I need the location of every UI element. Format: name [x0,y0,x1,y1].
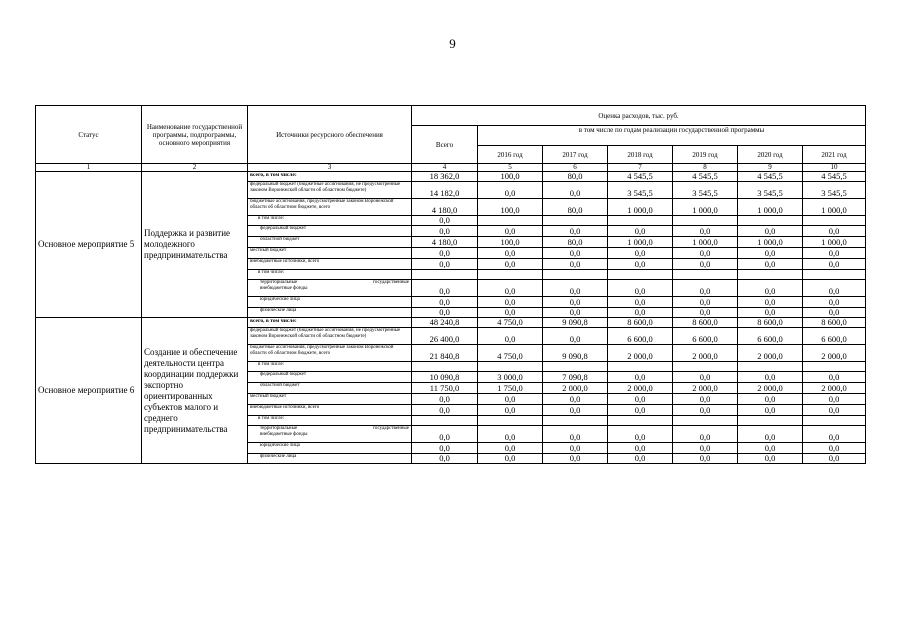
value-cell-total: 0,0 [412,426,478,443]
value-cell-year: 2 000,0 [673,383,738,394]
source-cell [248,280,412,297]
value-cell-year: 0,0 [673,297,738,308]
value-cell-year: 3 545,5 [803,182,866,199]
value-cell-year: 1 000,0 [673,237,738,248]
value-cell-year: 6 600,0 [608,328,673,345]
value-cell-year: 9 090,8 [543,318,608,328]
value-cell-year: 0,0 [543,308,608,318]
table-body [36,172,866,464]
value-cell-year: 0,0 [478,405,543,416]
value-cell-year: 0,0 [803,248,866,259]
value-cell-year: 8 600,0 [803,318,866,328]
value-cell-total: 0,0 [412,454,478,464]
source-cell: в том числе: [248,270,412,280]
value-cell-year: 0,0 [543,426,608,443]
value-cell-year [803,362,866,372]
header-year: 2016 год [478,146,543,164]
value-cell-year: 0,0 [478,248,543,259]
value-cell-total [412,362,478,372]
value-cell-year [543,270,608,280]
column-number: 1 [36,164,142,172]
value-cell-total: 26 400,0 [412,328,478,345]
value-cell-year: 0,0 [673,443,738,454]
source-cell: областной бюджет [248,383,412,394]
value-cell-total: 10 090,8 [412,372,478,383]
value-cell-total: 0,0 [412,259,478,270]
value-cell-year: 0,0 [803,372,866,383]
value-cell-year: 100,0 [478,172,543,182]
source-cell: внебюджетные источники, всего [248,405,412,416]
source-text: государственные [372,280,409,285]
source-cell: местный бюджет [248,394,412,405]
value-cell-year: 0,0 [478,426,543,443]
value-cell-year: 0,0 [673,394,738,405]
value-cell-year: 2 000,0 [738,345,803,362]
value-cell-total: 0,0 [412,443,478,454]
value-cell-year: 0,0 [478,394,543,405]
value-cell-year: 0,0 [738,280,803,297]
value-cell-total: 0,0 [412,405,478,416]
value-cell-year: 3 545,5 [608,182,673,199]
value-cell-year: 0,0 [478,182,543,199]
value-cell-year: 0,0 [673,454,738,464]
value-cell-year: 1 000,0 [608,237,673,248]
value-cell-year: 4 545,5 [608,172,673,182]
source-cell: в том числе: [248,416,412,426]
value-cell-year: 0,0 [673,248,738,259]
value-cell-year: 0,0 [803,443,866,454]
value-cell-year: 0,0 [803,454,866,464]
value-cell-year: 0,0 [803,280,866,297]
value-cell-year: 0,0 [803,308,866,318]
value-cell-year: 0,0 [738,297,803,308]
value-cell-year: 100,0 [478,199,543,216]
value-cell-year: 0,0 [608,443,673,454]
source-cell: федеральный бюджет [248,372,412,383]
value-cell-total: 4 180,0 [412,237,478,248]
value-cell-year: 0,0 [738,226,803,237]
value-cell-year: 0,0 [543,248,608,259]
value-cell-year: 0,0 [478,308,543,318]
value-cell-year: 0,0 [608,259,673,270]
source-cell: федеральный бюджет (бюджетные ассигнования, не предусмотренные законом Воронежской области об областном бюджете) [248,182,412,199]
value-cell-year [738,362,803,372]
value-cell-year [803,216,866,226]
column-number: 6 [543,164,608,172]
measure-name-cell: Поддержка и развитие молодежного предпринимательства [142,172,248,318]
header-year: 2017 год [543,146,608,164]
source-cell [248,426,412,443]
column-number: 7 [608,164,673,172]
value-cell-total: 0,0 [412,226,478,237]
column-number: 9 [738,164,803,172]
source-cell: в том числе: [248,216,412,226]
value-cell-year [738,270,803,280]
value-cell-year [803,416,866,426]
value-cell-year: 2 000,0 [543,383,608,394]
value-cell-year: 0,0 [608,297,673,308]
value-cell-year: 2 000,0 [608,383,673,394]
value-cell-year: 1 000,0 [673,199,738,216]
value-cell-year: 0,0 [543,182,608,199]
value-cell-year: 0,0 [608,405,673,416]
value-cell-year: 0,0 [738,248,803,259]
value-cell-year: 0,0 [543,394,608,405]
column-number: 10 [803,164,866,172]
value-cell-year [673,216,738,226]
value-cell-year: 0,0 [673,405,738,416]
value-cell-year: 0,0 [803,297,866,308]
value-cell-total: 0,0 [412,297,478,308]
value-cell-total: 48 240,8 [412,318,478,328]
value-cell-year: 0,0 [543,405,608,416]
value-cell-total: 18 362,0 [412,172,478,182]
source-text: территориальные [260,280,298,285]
value-cell-year: 0,0 [803,394,866,405]
value-cell-year: 80,0 [543,199,608,216]
value-cell-year: 0,0 [608,280,673,297]
value-cell-year: 0,0 [543,443,608,454]
value-cell-year: 4 545,5 [673,172,738,182]
value-cell-year: 0,0 [673,226,738,237]
source-cell: бюджетные ассигнования, предусмотренные законом Воронежской области об областном бюджете, всего [248,199,412,216]
value-cell-year: 0,0 [478,297,543,308]
value-cell-year: 0,0 [738,394,803,405]
value-cell-year: 0,0 [543,454,608,464]
value-cell-year: 0,0 [478,443,543,454]
value-cell-year: 0,0 [478,328,543,345]
value-cell-year: 0,0 [738,443,803,454]
value-cell-year [543,216,608,226]
value-cell-year: 4 545,5 [803,172,866,182]
budget-table [35,105,866,464]
table-row-total [36,318,866,328]
value-cell-total: 11 750,0 [412,383,478,394]
value-cell-total: 21 840,8 [412,345,478,362]
source-cell: всего, в том числе: [248,172,412,182]
header-sources: Источники ресурсного обеспечения [248,106,412,164]
measure-name-cell: Создание и обеспечение деятельности центра координации поддержки экспортно ориентированных субъектов малого и среднего предпринимательства [142,318,248,464]
value-cell-year: 1 000,0 [738,237,803,248]
value-cell-year: 0,0 [803,226,866,237]
source-cell: федеральный бюджет (бюджетные ассигнования, не предусмотренные законом Воронежской области об областном бюджете) [248,328,412,345]
value-cell-year: 4 545,5 [738,172,803,182]
source-cell: физические лица [248,454,412,464]
header-by-years: в том числе по годам реализации государственной программы [478,126,866,146]
column-numbers-row [36,164,866,172]
column-number: 4 [412,164,478,172]
value-cell-year: 80,0 [543,172,608,182]
value-cell-year: 0,0 [543,259,608,270]
value-cell-year: 1 750,0 [478,383,543,394]
value-cell-year: 2 000,0 [738,383,803,394]
header-year: 2018 год [608,146,673,164]
value-cell-year [673,362,738,372]
value-cell-year: 0,0 [478,280,543,297]
source-cell: бюджетные ассигнования, предусмотренные законом Воронежской области об областном бюджете, всего [248,345,412,362]
source-cell: областной бюджет [248,237,412,248]
value-cell-year [478,416,543,426]
value-cell-year: 0,0 [673,426,738,443]
value-cell-year [543,416,608,426]
value-cell-year: 2 000,0 [803,383,866,394]
value-cell-year: 2 000,0 [608,345,673,362]
source-cell: местный бюджет [248,248,412,259]
value-cell-year: 0,0 [478,259,543,270]
value-cell-year: 0,0 [608,308,673,318]
value-cell-year [673,416,738,426]
status-cell: Основное мероприятие 5 [36,172,142,318]
value-cell-year: 0,0 [738,405,803,416]
value-cell-year [738,416,803,426]
value-cell-year: 0,0 [738,308,803,318]
value-cell-year: 0,0 [803,426,866,443]
value-cell-total: 14 182,0 [412,182,478,199]
column-number: 3 [248,164,412,172]
value-cell-year: 80,0 [543,237,608,248]
value-cell-year: 0,0 [478,226,543,237]
value-cell-year: 6 600,0 [738,328,803,345]
value-cell-year: 0,0 [608,226,673,237]
value-cell-year: 8 600,0 [608,318,673,328]
source-cell: юридические лица [248,443,412,454]
column-number: 2 [142,164,248,172]
table-row-total [36,172,866,182]
value-cell-year: 1 000,0 [608,199,673,216]
source-cell: физические лица [248,308,412,318]
value-cell-total: 0,0 [412,216,478,226]
value-cell-year: 2 000,0 [673,345,738,362]
status-cell: Основное мероприятие 6 [36,318,142,464]
value-cell-year: 1 000,0 [803,199,866,216]
value-cell-year: 0,0 [673,259,738,270]
value-cell-year: 0,0 [738,426,803,443]
value-cell-year: 8 600,0 [738,318,803,328]
value-cell-year [478,216,543,226]
header-total: Всего [412,126,478,164]
value-cell-year: 0,0 [478,454,543,464]
value-cell-year [608,216,673,226]
value-cell-year: 0,0 [543,226,608,237]
value-cell-year: 9 090,8 [543,345,608,362]
value-cell-year: 6 600,0 [673,328,738,345]
value-cell-year: 3 000,0 [478,372,543,383]
value-cell-year [608,416,673,426]
value-cell-total [412,416,478,426]
value-cell-year: 0,0 [738,454,803,464]
value-cell-year: 0,0 [673,372,738,383]
value-cell-year: 7 090,8 [543,372,608,383]
header-year: 2021 год [803,146,866,164]
value-cell-year: 0,0 [673,280,738,297]
value-cell-year: 4 750,0 [478,345,543,362]
header-year: 2020 год [738,146,803,164]
value-cell-year [608,270,673,280]
value-cell-year [738,216,803,226]
value-cell-year [478,270,543,280]
value-cell-total: 0,0 [412,308,478,318]
source-text: внебюджетные фонды [260,286,308,291]
header-year: 2019 год [673,146,738,164]
source-text: территориальные [260,426,298,431]
header-status: Статус [36,106,142,164]
value-cell-year [673,270,738,280]
value-cell-year: 0,0 [608,454,673,464]
source-cell: всего, в том числе: [248,318,412,328]
value-cell-year: 4 750,0 [478,318,543,328]
value-cell-year [608,362,673,372]
source-cell: внебюджетные источники, всего [248,259,412,270]
value-cell-total: 0,0 [412,394,478,405]
value-cell-total: 0,0 [412,248,478,259]
value-cell-year: 1 000,0 [803,237,866,248]
value-cell-year: 0,0 [543,297,608,308]
value-cell-year: 0,0 [543,280,608,297]
source-cell: федеральный бюджет [248,226,412,237]
value-cell-year: 0,0 [673,308,738,318]
value-cell-total: 0,0 [412,280,478,297]
value-cell-year: 0,0 [608,394,673,405]
value-cell-year: 2 000,0 [803,345,866,362]
value-cell-total [412,270,478,280]
value-cell-year: 8 600,0 [673,318,738,328]
column-number: 5 [478,164,543,172]
value-cell-total: 4 180,0 [412,199,478,216]
value-cell-year [803,270,866,280]
value-cell-year: 0,0 [803,259,866,270]
value-cell-year: 0,0 [608,426,673,443]
value-cell-year [478,362,543,372]
value-cell-year: 0,0 [803,405,866,416]
header-estimate: Оценка расходов, тыс. руб. [412,106,866,126]
value-cell-year: 0,0 [608,248,673,259]
source-cell: юридические лица [248,297,412,308]
source-cell: в том числе: [248,362,412,372]
value-cell-year [543,362,608,372]
column-number: 8 [673,164,738,172]
header-name: Наименование государственной программы, подпрограммы, основного мероприятия [142,106,248,164]
source-text: государственные [372,426,409,431]
source-text: внебюджетные фонды [260,432,308,437]
value-cell-year: 0,0 [738,372,803,383]
value-cell-year: 3 545,5 [673,182,738,199]
value-cell-year: 0,0 [738,259,803,270]
page-number: 9 [449,36,456,51]
value-cell-year: 100,0 [478,237,543,248]
value-cell-year: 3 545,5 [738,182,803,199]
value-cell-year: 1 000,0 [738,199,803,216]
value-cell-year: 0,0 [608,372,673,383]
value-cell-year: 0,0 [543,328,608,345]
value-cell-year: 6 600,0 [803,328,866,345]
